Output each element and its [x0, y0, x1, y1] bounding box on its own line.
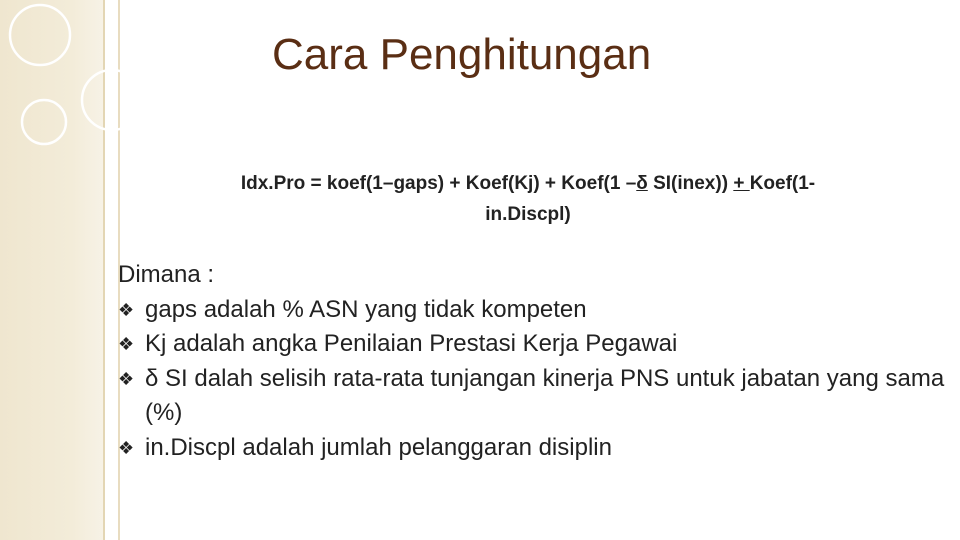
ring-decoration — [0, 0, 130, 150]
diamond-bullet-icon: ❖ — [118, 437, 135, 458]
ring-3 — [22, 100, 66, 144]
intro-text: Dimana : — [118, 261, 215, 288]
formula-delta: δ — [636, 173, 648, 194]
list-item — [118, 327, 948, 362]
formula-suffix: Koef(1- — [749, 173, 816, 194]
list-item — [118, 362, 948, 431]
list-item-text: δ SI dalah selisih rata-rata tunjangan kinerja PNS untuk jabatan yang sama (%) — [145, 364, 945, 426]
definitions — [118, 258, 948, 465]
list-item-text: Kj adalah angka Penilaian Prestasi Kerja Pegawai — [145, 330, 678, 357]
formula — [160, 168, 896, 230]
ring-1 — [10, 5, 70, 65]
diamond-bullet-icon: ❖ — [118, 334, 135, 354]
list-item-text: in.Discpl adalah jumlah pelanggaran disiplin — [145, 433, 612, 461]
formula-prefix: Idx.Pro = koef(1–gaps) + Koef(Kj) + Koef(1 – — [240, 173, 637, 194]
formula-middle: SI(inex)) — [647, 173, 734, 194]
list-item — [118, 431, 948, 466]
formula-plus: + — [733, 173, 750, 194]
ring-2 — [82, 70, 130, 130]
list-item-text: gaps adalah % ASN yang tidak kompeten — [145, 295, 587, 323]
formula-line-2: in.Discpl) — [485, 204, 571, 225]
diamond-bullet-icon: ❖ — [118, 368, 135, 389]
list-item — [118, 293, 948, 328]
diamond-bullet-icon: ❖ — [118, 299, 135, 320]
slide-title: Cara Penghitungan — [272, 30, 652, 79]
